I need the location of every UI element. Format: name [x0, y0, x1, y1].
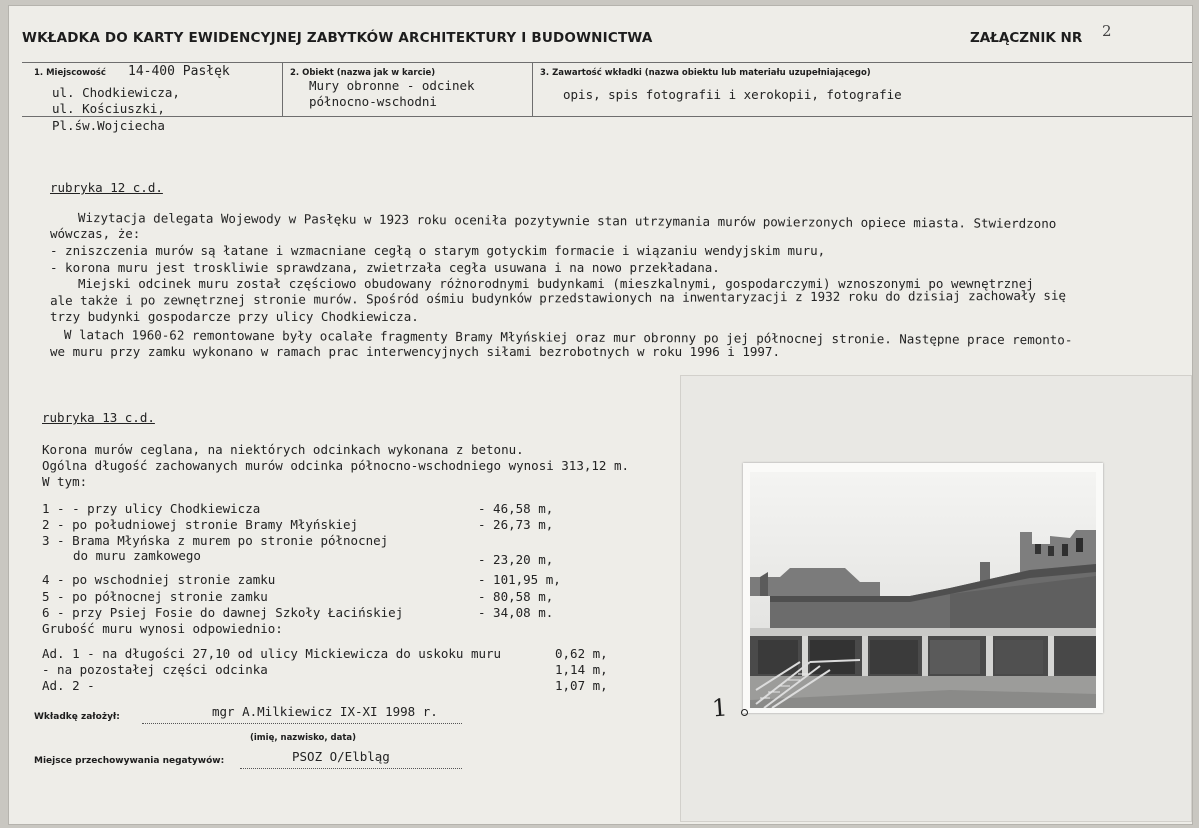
prepared-by-label: Wkładkę założył: — [34, 712, 120, 722]
contents-value: opis, spis fotografii i xerokopii, fotografie — [563, 87, 902, 102]
object-line-1: Mury obronne - odcinek — [309, 78, 475, 93]
thickness-row: - na pozostałej części odcinka — [42, 662, 268, 677]
segment-value: - 23,20 m, — [478, 552, 554, 567]
segment-row: 4 - po wschodniej stronie zamku — [42, 572, 276, 587]
object-line-2: północno-wschodni — [309, 94, 437, 109]
photo-number-dot — [741, 709, 748, 716]
segment-value: - 46,58 m, — [478, 501, 554, 516]
segment-value: - 101,95 m, — [478, 572, 561, 587]
thickness-row: Ad. 2 - — [42, 678, 95, 693]
prepared-by-value: mgr A.Milkiewicz IX-XI 1998 r. — [212, 704, 438, 719]
thickness-value: 1,07 m, — [555, 678, 608, 693]
attachment-number-label: ZAŁĄCZNIK NR — [970, 30, 1083, 46]
field-2-label: 2. Obiekt (nazwa jak w karcie) — [290, 68, 436, 78]
photo-number: 1 — [711, 693, 729, 723]
section-12-line: Wizytacja delegata Wojewody w Pasłęku w 1923 roku oceniła pozytywnie stan utrzymania murów powierzonych opiece miasta. Stwierdzono — [77, 210, 1057, 231]
section-12-line: ale także i po zewnętrznej stronie murów. Spośród ośmiu budynków przedstawionych na inwentaryzacji z 1932 roku do dzisiaj zachowały się — [50, 287, 1067, 308]
negatives-storage-value: PSOZ O/Elbląg — [292, 749, 390, 764]
segment-value: - 26,73 m, — [478, 517, 554, 532]
locality-line-4: Pl.św.Wojciecha — [52, 118, 165, 133]
segment-row: 1 - - przy ulicy Chodkiewicza — [42, 501, 261, 516]
section-12-line: - zniszczenia murów są łatane i wzmacniane cegłą o starym gotyckim formacie i wiązaniu wendyjskim muru, — [50, 243, 826, 258]
section-12-line: Miejski odcinek muru został częściowo obudowany różnorodnymi budynkami (mieszkalnymi, gospodarczymi) wznoszonymi po wewnętrznej — [78, 276, 1034, 291]
segment-row: 6 - przy Psiej Fosie do dawnej Szkoły Łacińskiej — [42, 605, 404, 620]
section-12-line: wówczas, że: — [50, 226, 141, 241]
prepared-by-dotline — [142, 723, 462, 724]
segment-value: - 34,08 m. — [478, 605, 554, 620]
wall-photograph — [750, 472, 1096, 708]
header-divider — [22, 62, 1192, 63]
section-12-heading: rubryka 12 c.d. — [50, 180, 163, 195]
locality-line-2: ul. Chodkiewicza, — [52, 85, 180, 100]
negatives-storage-label: Miejsce przechowywania negatywów: — [34, 756, 225, 766]
segment-row: 5 - po północnej stronie zamku — [42, 589, 268, 604]
section-12-line: - korona muru jest troskliwie sprawdzana, zwietrzała cegła usuwana i na nowo przekładana. — [50, 260, 720, 275]
segment-row-continued: do muru zamkowego — [73, 548, 201, 563]
segment-row: 2 - po południowej stronie Bramy Młyńskiej — [42, 517, 359, 532]
negatives-storage-dotline — [240, 768, 462, 769]
section-13-line: Ogólna długość zachowanych murów odcinka północno-wschodniego wynosi 313,12 m. — [42, 458, 629, 473]
locality-line-3: ul. Kościuszki, — [52, 101, 165, 116]
locality-value: 14-400 Pasłęk — [128, 64, 230, 79]
field-3-label: 3. Zawartość wkładki (nazwa obiektu lub materiału uzupełniającego) — [540, 68, 871, 78]
thickness-row: Ad. 1 - na długości 27,10 od ulicy Mickiewicza do uskoku muru — [42, 646, 502, 661]
field-1-label: 1. Miejscowość — [34, 68, 106, 78]
section-12-line: we muru przy zamku wykonano w ramach prac interwencyjnych siłami bezrobotnych w roku 1996 i 1997. — [50, 344, 780, 359]
fields-divider — [22, 116, 1192, 117]
field-separator-2 — [532, 62, 533, 116]
section-13-line: W tym: — [42, 474, 88, 489]
field-separator-1 — [282, 62, 283, 116]
segment-value: - 80,58 m, — [478, 589, 554, 604]
section-13-heading: rubryka 13 c.d. — [42, 410, 155, 425]
prepared-by-hint: (imię, nazwisko, data) — [250, 733, 357, 743]
form-title: WKŁADKA DO KARTY EWIDENCYJNEJ ZABYTKÓW ARCHITEKTURY I BUDOWNICTWA — [22, 30, 653, 46]
thickness-heading: Grubość muru wynosi odpowiednio: — [42, 621, 283, 636]
thickness-value: 0,62 m, — [555, 646, 608, 661]
section-13-line: Korona murów ceglana, na niektórych odcinkach wykonana z betonu. — [42, 442, 524, 457]
section-12-line: trzy budynki gospodarcze przy ulicy Chodkiewicza. — [50, 309, 419, 324]
thickness-value: 1,14 m, — [555, 662, 608, 677]
segment-row: 3 - Brama Młyńska z murem po stronie północnej — [42, 533, 389, 548]
section-12-line: W latach 1960-62 remontowane były ocalałe fragmenty Bramy Młyńskiej oraz mur obronny po jej północnej stronie. Następne prace remonto- — [63, 327, 1073, 348]
attachment-number: 2 — [1102, 22, 1112, 40]
